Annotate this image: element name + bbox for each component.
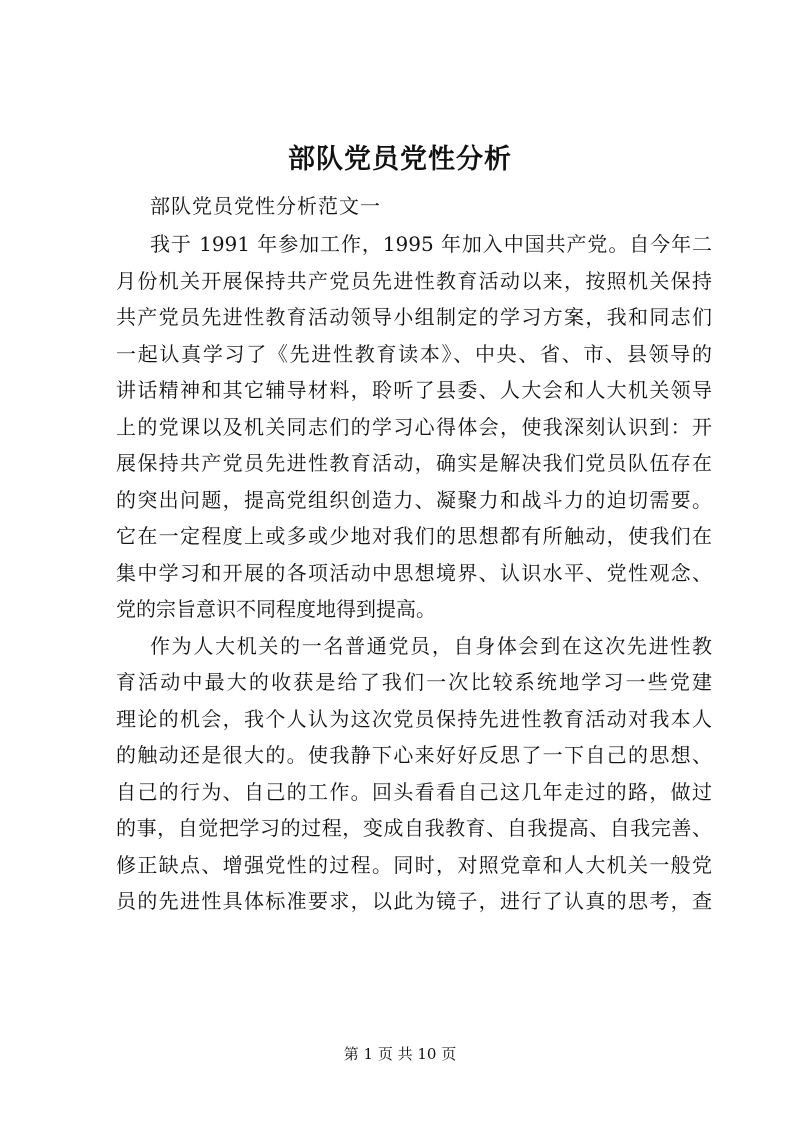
document-title: 部队党员党性分析 [288, 144, 512, 175]
text-line: 理论的机会，我个人认为这次党员保持先进性教育活动对我本人 [116, 706, 712, 731]
text-line: 员的先进性具体标准要求，以此为镜子，进行了认真的思考，查 [116, 889, 712, 913]
text-line: 讲话精神和其它辅导材料，聆听了县委、人大会和人大机关领导 [116, 378, 712, 402]
text-line: 上的党课以及机关同志们的学习心得体会，使我深刻认识到：开 [116, 414, 712, 439]
paragraph [116, 628, 712, 920]
text-line: 它在一定程度上或多或少地对我们的思想都有所触动，使我们在 [116, 524, 712, 548]
text-line: 一起认真学习了《先进性教育读本》、中央、省、市、县领导的 [116, 341, 712, 366]
text-line: 作为人大机关的一名普通党员，自身体会到在这次先进性教 [150, 633, 712, 658]
text-line: 的触动还是很大的。使我静下心来好好反思了一下自己的思想、 [116, 743, 712, 767]
text-line: 自己的行为、自己的工作。回头看看自己这几年走过的路，做过 [116, 779, 712, 804]
paragraph [116, 226, 712, 628]
document-body [116, 226, 712, 920]
page-indicator: 第 1 页 共 10 页 [343, 1045, 457, 1063]
text-line: 展保持共产党员先进性教育活动，确实是解决我们党员队伍存在 [116, 451, 712, 475]
document-subtitle: 部队党员党性分析范文一 [150, 194, 381, 218]
text-line: 我于 1991 年参加工作，1995 年加入中国共产党。自今年二 [150, 232, 712, 256]
text-line: 的事，自觉把学习的过程，变成自我教育、自我提高、自我完善、 [116, 816, 712, 840]
text-line: 修正缺点、增强党性的过程。同时，对照党章和人大机关一般党 [116, 852, 712, 877]
text-line: 党的宗旨意识不同程度地得到提高。 [116, 597, 436, 621]
text-line: 育活动中最大的收获是给了我们一次比较系统地学习一些党建 [116, 670, 712, 694]
text-line: 的突出问题，提高党组织创造力、凝聚力和战斗力的迫切需要。 [116, 487, 712, 512]
text-line: 集中学习和开展的各项活动中思想境界、认识水平、党性观念、 [116, 560, 712, 585]
text-line: 月份机关开展保持共产党员先进性教育活动以来，按照机关保持 [116, 268, 712, 293]
text-line: 共产党员先进性教育活动领导小组制定的学习方案，我和同志们 [116, 305, 712, 329]
